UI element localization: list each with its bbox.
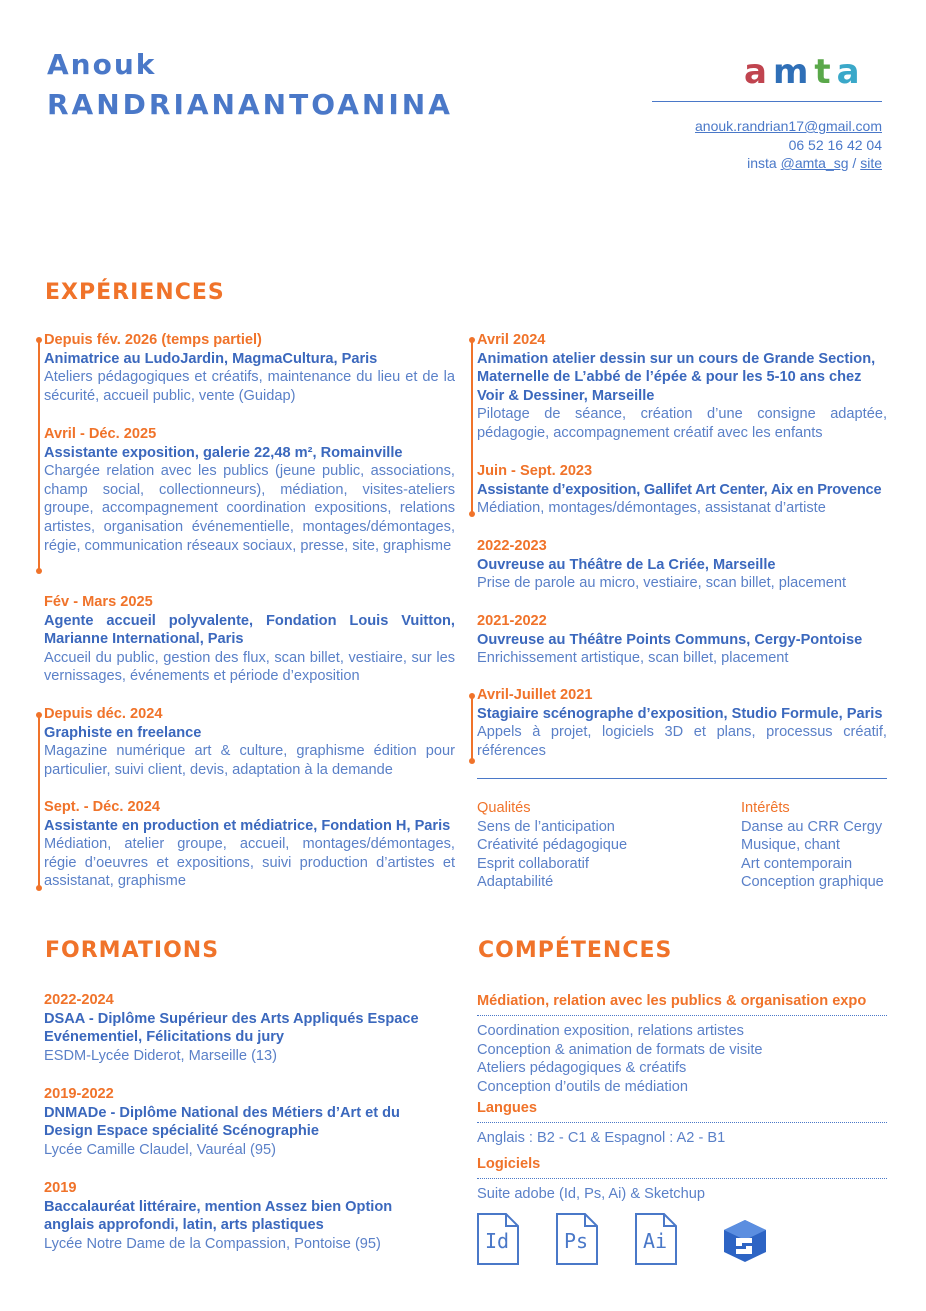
entry-date: 2022-2023 <box>477 538 547 554</box>
timeline-dot <box>469 337 475 343</box>
formation-entry <box>44 1085 434 1159</box>
entry-date: 2019-2022 <box>44 1086 114 1102</box>
experience-entry <box>477 537 887 593</box>
entry-description: Accueil du public, gestion des flux, scan billet, vestiaire, sur les vernissages, événements et période d’exposition <box>44 649 455 685</box>
entry-date: Depuis fév. 2026 (temps partiel) <box>44 332 262 348</box>
first-name: Anouk <box>47 48 157 81</box>
competences-heading: COMPÉTENCES <box>478 938 673 963</box>
entry-description: Magazine numérique art & culture, graphisme édition pour particulier, suivi client, devis, adaptation à la demande <box>44 743 455 778</box>
logiciels-text: Suite adobe (Id, Ps, Ai) & Sketchup <box>477 1186 705 1202</box>
list-item: Conception d’outils de médiation <box>477 1078 688 1095</box>
entry-title: DNMADe - Diplôme National des Métiers d’Art et du Design Espace spécialité Scénographie <box>44 1104 400 1140</box>
qualites-heading: Qualités <box>477 800 531 816</box>
header-divider <box>652 101 882 102</box>
entry-title: Ouvreuse au Théâtre Points Communs, Cergy-Pontoise <box>477 631 863 648</box>
email-link[interactable]: anouk.randrian17@gmail.com <box>695 118 882 134</box>
entry-date: Fév - Mars 2025 <box>44 594 153 610</box>
photoshop-icon <box>555 1212 599 1266</box>
experience-entry <box>477 331 887 443</box>
entry-description: Lycée Camille Claudel, Vauréal (95) <box>44 1141 276 1158</box>
entry-description: Prise de parole au micro, vestiaire, scan billet, placement <box>477 575 847 592</box>
timeline-dot <box>36 712 42 718</box>
entry-description: Lycée Notre Dame de la Compassion, Pontoise (95) <box>44 1235 381 1252</box>
entry-description: Pilotage de séance, création d’une consigne adaptée, pédagogie, accompagnement créatif avec les enfants <box>477 406 887 441</box>
last-name: RANDRIANANTOANINA <box>47 88 453 121</box>
icon-label: Id <box>484 1229 510 1253</box>
interets-list <box>741 799 901 892</box>
timeline-dot <box>36 568 42 574</box>
timeline-dot <box>469 693 475 699</box>
entry-description: ESDM-Lycée Diderot, Marseille (13) <box>44 1047 278 1064</box>
site-link[interactable]: site <box>860 155 882 171</box>
entry-date: 2022-2024 <box>44 992 114 1008</box>
amta-logo <box>744 52 874 92</box>
entry-date: Avril-Juillet 2021 <box>477 687 593 703</box>
entry-description: Chargée relation avec les publics (jeune public, associations, champ social, collectionneurs), médiation, visites-ateliers groupe, accompagnement coordination expositions, relations artistes, organisation événementielle, montages/démontages, régie, communication réseaux sociaux, presse, site, graphisme <box>44 463 455 554</box>
langues-heading: Langues <box>477 1100 538 1116</box>
list-item: Conception & animation de formats de visite <box>477 1041 763 1058</box>
logiciels-heading: Logiciels <box>477 1156 541 1172</box>
entry-date: Depuis déc. 2024 <box>44 706 163 722</box>
entry-title: Graphiste en freelance <box>44 724 202 741</box>
phone-number: 06 52 16 42 04 <box>788 137 882 153</box>
sketchup-icon <box>722 1218 768 1264</box>
dotted-divider <box>477 1015 887 1016</box>
experience-entry <box>477 612 887 668</box>
entry-title: DSAA - Diplôme Supérieur des Arts Appliqués Espace Evénementiel, Félicitations du jury <box>44 1010 419 1046</box>
timeline-dot <box>469 758 475 764</box>
list-item: Conception graphique <box>741 874 884 891</box>
timeline-line <box>38 340 40 572</box>
entry-title: Assistante d’exposition, Gallifet Art Center, Aix en Provence <box>477 481 882 498</box>
entry-title: Stagiaire scénographe d’exposition, Studio Formule, Paris <box>477 705 883 722</box>
formation-entry <box>44 991 424 1065</box>
entry-date: Avril 2024 <box>477 332 546 348</box>
list-item: Esprit collaboratif <box>477 855 589 872</box>
experience-entry <box>44 331 455 405</box>
link-separator: / <box>852 155 857 171</box>
entry-title: Assistante exposition, galerie 22,48 m², Romainville <box>44 444 403 461</box>
entry-date: Avril - Déc. 2025 <box>44 426 157 442</box>
social-links <box>582 155 882 171</box>
entry-title: Assistante en production et médiatrice, Fondation H, Paris <box>44 817 451 834</box>
timeline-dot <box>469 511 475 517</box>
insta-link[interactable]: @amta_sg <box>780 155 849 171</box>
dotted-divider <box>477 1122 887 1123</box>
list-item: Sens de l’anticipation <box>477 818 615 835</box>
langues-text: Anglais : B2 - C1 & Espagnol : A2 - B1 <box>477 1130 726 1146</box>
entry-title: Baccalauréat littéraire, mention Assez bien Option anglais approfondi, latin, arts plastiques <box>44 1198 393 1234</box>
entry-description: Médiation, montages/démontages, assistanat d’artiste <box>477 500 826 517</box>
experience-entry <box>44 425 455 555</box>
timeline-line <box>471 696 473 762</box>
experience-entry <box>44 593 455 686</box>
illustrator-icon <box>634 1212 678 1266</box>
entry-date: Juin - Sept. 2023 <box>477 463 593 479</box>
logo-letter: t <box>814 52 837 92</box>
entry-description: Médiation, atelier groupe, accueil, montages/démontages, régie d’oeuvres et expositions, suivi production d’artistes et assistanat, graphisme <box>44 836 455 890</box>
entry-date: 2021-2022 <box>477 613 547 629</box>
list-item: Musique, chant <box>741 837 840 854</box>
interets-heading: Intérêts <box>741 800 790 816</box>
logo-letter: a <box>836 52 866 92</box>
experience-entry <box>477 686 887 760</box>
entry-description: Ateliers pédagogiques et créatifs, maintenance du lieu et de la sécurité, accueil public, vente (Guidap) <box>44 369 455 404</box>
timeline-line <box>38 715 40 889</box>
timeline-line <box>471 340 473 515</box>
qualites-list <box>477 799 717 892</box>
section-divider <box>477 778 887 779</box>
logo-letter: a <box>744 52 773 92</box>
icon-label: Ai <box>642 1229 668 1253</box>
formations-heading: FORMATIONS <box>45 938 220 963</box>
dotted-divider <box>477 1178 887 1179</box>
entry-description: Enrichissement artistique, scan billet, placement <box>477 650 789 667</box>
experiences-heading: EXPÉRIENCES <box>45 280 225 305</box>
entry-date: 2019 <box>44 1180 77 1196</box>
experience-entry <box>44 798 455 891</box>
entry-title: Agente accueil polyvalente, Fondation Louis Vuitton, Marianne International, Paris <box>44 612 455 648</box>
entry-title: Animation atelier dessin sur un cours de Grande Section, Maternelle de L’abbé de l’épée & pour les 5-10 ans chez Voir & Dessiner, Marseille <box>477 350 876 404</box>
timeline-dot <box>36 337 42 343</box>
mediation-list <box>477 1022 887 1096</box>
list-item: Danse au CRR Cergy <box>741 818 883 835</box>
entry-date: Sept. - Déc. 2024 <box>44 799 160 815</box>
list-item: Art contemporain <box>741 855 853 872</box>
list-item: Ateliers pédagogiques & créatifs <box>477 1060 687 1077</box>
experience-entry <box>477 462 887 518</box>
list-item: Coordination exposition, relations artistes <box>477 1023 744 1039</box>
indesign-icon <box>476 1212 520 1266</box>
entry-description: Appels à projet, logiciels 3D et plans, processus créatif, références <box>477 724 887 759</box>
logo-letter: m <box>772 52 815 92</box>
entry-title: Animatrice au LudoJardin, MagmaCultura, Paris <box>44 350 378 367</box>
timeline-dot <box>36 885 42 891</box>
list-item: Créativité pédagogique <box>477 837 628 854</box>
icon-label: Ps <box>563 1229 589 1253</box>
experience-entry <box>44 705 455 779</box>
entry-title: Ouvreuse au Théâtre de La Criée, Marseille <box>477 556 776 573</box>
insta-prefix: insta <box>747 155 777 171</box>
list-item: Adaptabilité <box>477 874 554 891</box>
formation-entry <box>44 1179 394 1253</box>
mediation-heading: Médiation, relation avec les publics & organisation expo <box>477 993 867 1009</box>
